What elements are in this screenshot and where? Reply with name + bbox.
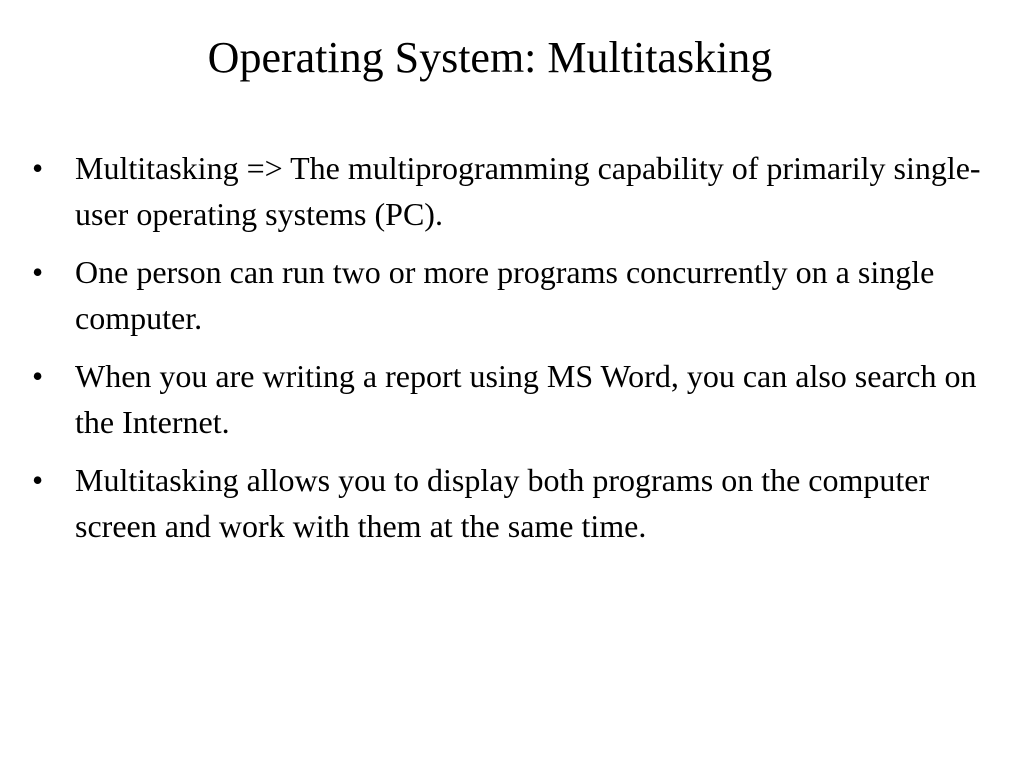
bullet-icon: • bbox=[32, 358, 44, 394]
bullet-text: When you are writing a report using MS Word, you can also search on the Internet. bbox=[75, 358, 977, 440]
bullet-text: Multitasking allows you to display both programs on the computer screen and work with them at the same time. bbox=[75, 462, 930, 544]
bullet-item bbox=[30, 249, 990, 341]
bullet-text: One person can run two or more programs concurrently on a single computer. bbox=[75, 254, 935, 336]
slide-title: Operating System: Multitasking bbox=[207, 33, 773, 82]
bullet-item bbox=[30, 353, 990, 445]
bullet-icon: • bbox=[32, 150, 44, 186]
bullet-item bbox=[30, 457, 990, 549]
bullet-icon: • bbox=[32, 254, 44, 290]
bullet-icon: • bbox=[32, 462, 44, 498]
bullet-text: Multitasking => The multiprogramming capability of primarily single-user operating systems (PC). bbox=[75, 150, 981, 232]
bullet-list bbox=[30, 145, 990, 561]
bullet-item bbox=[30, 145, 990, 237]
